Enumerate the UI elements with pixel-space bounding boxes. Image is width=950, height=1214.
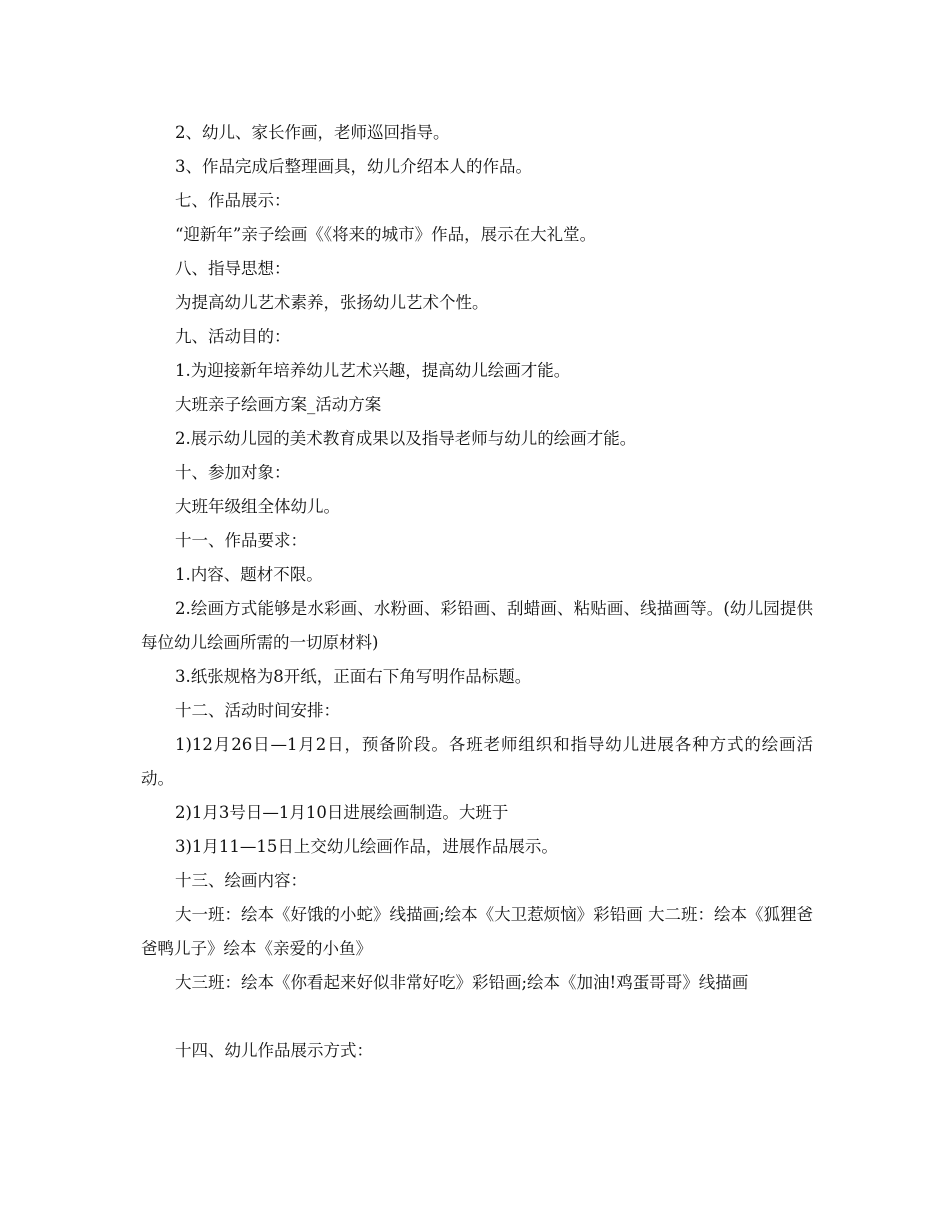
text-line: 3)1月11—15日上交幼儿绘画作品，进展作品展示。 [175,837,558,856]
document-body [141,116,813,1068]
section-heading: 十四、幼儿作品展示方式： [175,1041,373,1060]
section-heading: 十、参加对象： [175,463,291,482]
section-heading: 十二、活动时间安排： [175,701,340,720]
text-line: 1.内容、题材不限。 [175,565,323,584]
section-heading: 七、作品展示： [175,191,291,210]
section-heading: 十一、作品要求： [175,531,307,550]
paragraph-paint-methods: 2.绘画方式能够是水彩画、水粉画、彩铅画、刮蜡画、粘贴画、线描画等。(幼儿园提供每位幼儿绘画所需的一切原材料) [141,599,813,652]
text-line: 大班亲子绘画方案_活动方案 [175,395,382,414]
section-heading: 八、指导思想： [175,259,291,278]
section-heading: 九、活动目的： [175,327,291,346]
text-line: 2)1月3号日—1月10日进展绘画制造。大班于 [175,803,509,822]
paragraph-class-1-2: 大一班：绘本《好饿的小蛇》线描画;绘本《大卫惹烦恼》彩铅画 大二班：绘本《狐狸爸爸鸭儿子》绘本《亲爱的小鱼》 [141,905,813,958]
text-line: 大班年级组全体幼儿。 [175,497,340,516]
text-line: 为提高幼儿艺术素养，张扬幼儿艺术个性。 [175,293,489,312]
text-line: 1.为迎接新年培养幼儿艺术兴趣，提高幼儿绘画才能。 [175,361,571,380]
paragraph-schedule-1: 1)12月26日—1月2日，预备阶段。各班老师组织和指导幼儿进展各种方式的绘画活动。 [141,735,813,788]
text-line: “迎新年”亲子绘画《《将来的城市》作品，展示在大礼堂。 [175,225,597,244]
paragraph-class-3: 大三班：绘本《你看起来好似非常好吃》彩铅画;绘本《加油!鸡蛋哥哥》线描画 [175,973,749,992]
text-line: 2.展示幼儿园的美术教育成果以及指导老师与幼儿的绘画才能。 [175,429,637,448]
text-line: 3、作品完成后整理画具，幼儿介绍本人的作品。 [175,157,532,176]
section-heading: 十三、绘画内容： [175,871,307,890]
text-line: 2、幼儿、家长作画，老师巡回指导。 [175,123,450,142]
text-line: 3.纸张规格为8开纸，正面右下角写明作品标题。 [175,667,532,686]
